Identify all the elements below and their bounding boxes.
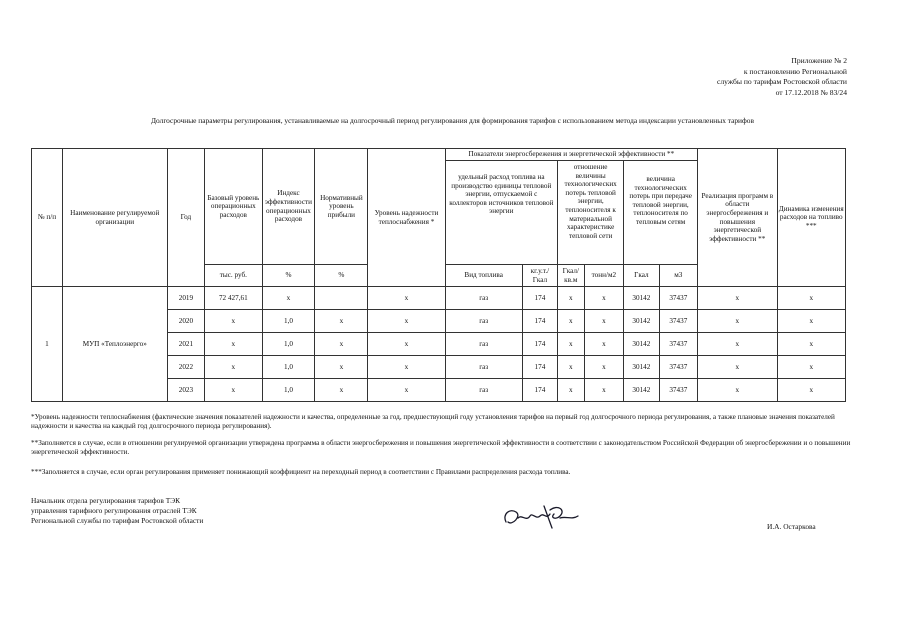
cell-base: 72 427,61 [205, 287, 262, 310]
cell-program: x [698, 333, 777, 356]
unit-fuel-type: Вид топлива [445, 265, 522, 287]
signatory-position [31, 496, 203, 526]
cell-reliability: x [368, 310, 445, 333]
cell-base: x [205, 356, 262, 379]
cell-loss-1: 30142 [624, 310, 659, 333]
cell-reliability: x [368, 287, 445, 310]
cell-profit: x [315, 310, 368, 333]
cell-ratio-1: x [558, 333, 584, 356]
cell-year: 2020 [167, 310, 205, 333]
appendix-line-3: службы по тарифам Ростовской области [716, 77, 847, 87]
cell-program: x [698, 310, 777, 333]
header-base: Базовый уровень операционных расходов [205, 149, 262, 265]
cell-ratio-2: x [584, 356, 624, 379]
cell-ratio-2: x [584, 287, 624, 310]
cell-year: 2019 [167, 287, 205, 310]
org-num: 1 [32, 287, 63, 402]
header-index: Индекс эффективности операционных расходов [262, 149, 315, 265]
signatory-name: И.А. Остаркова [767, 522, 816, 531]
cell-dynamics: x [777, 356, 845, 379]
appendix-block [717, 56, 847, 98]
cell-reliability: x [368, 356, 445, 379]
header-org: Наименование регулируемой организации [62, 149, 167, 287]
cell-loss-2: 37437 [659, 310, 698, 333]
table-row [32, 287, 846, 310]
cell-profit [315, 287, 368, 310]
cell-index: 1,0 [262, 333, 315, 356]
cell-loss-2: 37437 [659, 379, 698, 402]
cell-loss-1: 30142 [624, 333, 659, 356]
cell-program: x [698, 287, 777, 310]
cell-program: x [698, 379, 777, 402]
cell-fuel-rate: 174 [522, 310, 557, 333]
cell-profit: x [315, 379, 368, 402]
header-num: № п/п [32, 149, 63, 287]
cell-fuel-rate: 174 [522, 333, 557, 356]
unit-profit: % [315, 265, 368, 287]
cell-ratio-2: x [584, 310, 624, 333]
cell-fuel-type: газ [445, 356, 522, 379]
handwritten-signature [500, 498, 580, 534]
cell-loss-2: 37437 [659, 287, 698, 310]
cell-ratio-1: x [558, 287, 584, 310]
signatory-line-1: Начальник отдела регулирования тарифов ТЭК [31, 496, 181, 505]
cell-dynamics: x [777, 310, 845, 333]
cell-base: x [205, 379, 262, 402]
appendix-line-4: от 17.12.2018 № 83/24 [775, 87, 847, 97]
cell-dynamics: x [777, 379, 845, 402]
cell-year: 2022 [167, 356, 205, 379]
appendix-line-1: Приложение № 2 [791, 56, 847, 65]
cell-fuel-type: газ [445, 287, 522, 310]
cell-index: 1,0 [262, 379, 315, 402]
cell-ratio-1: x [558, 310, 584, 333]
cell-base: x [205, 333, 262, 356]
cell-fuel-type: газ [445, 333, 522, 356]
unit-base: тыс. руб. [205, 265, 262, 287]
cell-reliability: x [368, 333, 445, 356]
signatory-line-3: Региональной службы по тарифам Ростовской области [31, 516, 204, 525]
cell-ratio-2: x [584, 379, 624, 402]
cell-year: 2023 [167, 379, 205, 402]
cell-fuel-rate: 174 [522, 379, 557, 402]
note-fuel-dynamics: ***Заполняется в случае, если орган регулирования применяет понижающий коэффициент на переходный период в соответствии с Правилами распределения расхода топлива. [31, 468, 571, 476]
signatory-line-2: управления тарифного регулирования отраслей ТЭК [31, 506, 197, 515]
note-energy-program: **Заполняется в случае, если в отношении регулируемой организации утверждена программа в области энергосбережения и повышения энергетической эффективности в соответствии с законодательством Российской Федерации об энергосбережении и о повышении энергетической эффективности. [31, 439, 851, 457]
cell-fuel-rate: 174 [522, 287, 557, 310]
header-losses: величина технологических потерь при передаче тепловой энергии, теплоносителя по тепловым сетям [624, 161, 698, 265]
unit-losses-2: м3 [659, 265, 698, 287]
cell-year: 2021 [167, 333, 205, 356]
cell-fuel-type: газ [445, 379, 522, 402]
cell-loss-2: 37437 [659, 333, 698, 356]
cell-loss-1: 30142 [624, 356, 659, 379]
org-name: МУП «Теплоэнерго» [62, 287, 167, 402]
cell-ratio-1: x [558, 356, 584, 379]
cell-loss-1: 30142 [624, 379, 659, 402]
unit-fuel: кг.у.т./ Гкал [522, 265, 557, 287]
header-energy-group: Показатели энергосбережения и энергетической эффективности ** [445, 149, 698, 161]
cell-loss-2: 37437 [659, 356, 698, 379]
header-year: Год [167, 149, 205, 287]
cell-index: x [262, 287, 315, 310]
cell-reliability: x [368, 379, 445, 402]
unit-index: % [262, 265, 315, 287]
unit-ratio-1: Гкал/ кв.м [558, 265, 584, 287]
header-ratio: отношение величины технологических потерь тепловой энергии, теплоносителя к материальной характеристике тепловой сети [558, 161, 624, 265]
header-program: Реализация программ в области энергосбережения и повышения энергетической эффективности ** [698, 149, 777, 287]
header-dynamics: Динамика изменения расходов на топливо *** [777, 149, 845, 287]
cell-dynamics: x [777, 287, 845, 310]
header-fuel: удельный расход топлива на производство единицы тепловой энергии, отпускаемой с коллекторов источников тепловой энергии [445, 161, 557, 265]
appendix-line-2: к постановлению Региональной [743, 66, 847, 76]
cell-fuel-rate: 174 [522, 356, 557, 379]
document-title: Долгосрочные параметры регулирования, устанавливаемые на долгосрочный период регулирования для формирования тарифов с использованием метода индексации установленных тарифов [151, 116, 754, 125]
cell-dynamics: x [777, 333, 845, 356]
note-reliability: *Уровень надежности теплоснабжения (фактические значения показателей надежности и качества, определенные за год, предшествующий году установления тарифов на первый год долгосрочного периода регулирования, а также плановые значения показателей надежности и качества на каждый год долгосрочного периода регулирования). [31, 413, 835, 431]
cell-program: x [698, 356, 777, 379]
cell-loss-1: 30142 [624, 287, 659, 310]
unit-losses-1: Гкал [624, 265, 659, 287]
cell-profit: x [315, 356, 368, 379]
cell-base: x [205, 310, 262, 333]
cell-index: 1,0 [262, 356, 315, 379]
cell-ratio-1: x [558, 379, 584, 402]
header-reliability: Уровень надежности теплоснабжения * [368, 149, 445, 287]
cell-profit: x [315, 333, 368, 356]
cell-fuel-type: газ [445, 310, 522, 333]
header-profit: Нормативный уровень прибыли [315, 149, 368, 265]
cell-index: 1,0 [262, 310, 315, 333]
parameters-table [31, 148, 846, 402]
unit-ratio-2: тонн/м2 [584, 265, 624, 287]
cell-ratio-2: x [584, 333, 624, 356]
